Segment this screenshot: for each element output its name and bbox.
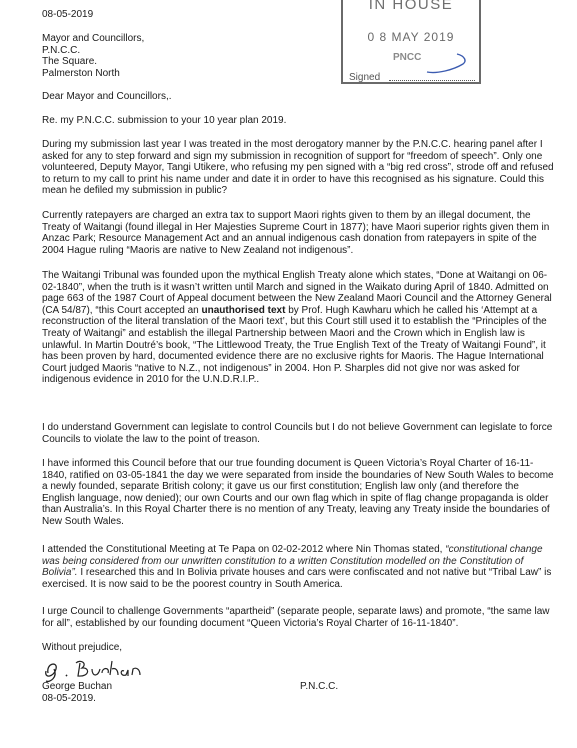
paragraph-5 (42, 458, 554, 528)
signatory-name: George Buchan (42, 681, 113, 692)
stamp-title: IN HOUSE (368, 0, 454, 13)
signatory-org: P.N.C.C. (300, 681, 339, 692)
stamp-org: PNCC (393, 52, 422, 63)
paragraph-text: I attended the Constitutional Meeting at Te Papa on 02-02-2012 where Nin Thomas stated, (42, 544, 446, 555)
re-line: Re. my P.N.C.C. submission to your 10 year plan 2019. (42, 115, 287, 126)
closing: Without prejudice, (42, 642, 123, 653)
paragraph-text: I have informed this Council before that our true founding document is Queen Victoria’s Royal Charter of 16-11-1840, ratified on 03-05-1841 the day we were separated from inside the boundaries of New South Wales to become a newly founded, separate British colony; it gave us our first constitution; English law only (and therefore the English language, now denied); our own Courts and our own flag which in spite of flag change propaganda is older than Australia’s. In this Royal Charter there is no mention of any Treaty, leaving any Treaty inside the boundaries of New South Wales. (42, 458, 554, 527)
paragraph-1 (42, 139, 554, 197)
paragraph-4 (42, 422, 554, 445)
paragraph-text: During my submission last year I was treated in the most derogatory manner by the P.N.C.C. hearing panel after I asked for any to step forward and sign my submission in recognition of support for “freedom of speech”. Only one volunteered, Deputy Mayor, Tangi Utikere, who refusing my pen signed with a “big red cross”, strode off and refused to return to my call to print his name under and date it in order to have this recognised as his signature. Could this mean he defiled my submission in public? (42, 139, 554, 197)
date-top: 08-05-2019 (42, 9, 94, 20)
recipient-block (42, 33, 554, 79)
paragraph-3 (42, 270, 554, 386)
paragraph-text: Currently ratepayers are charged an extra tax to support Maori rights given to them by an illegal document, the Treaty of Waitangi (found illegal in Her Majesties Supreme Court in 1877); have Maori superior rights given them in Anzac Park; Resource Management Act and an annual indigenous cash donation from ratepayers in spite of the 2004 Hague ruling “Maoris are native to New Zealand not indigenous”. (42, 210, 550, 256)
recipient-line: Mayor and Councillors, (42, 33, 145, 44)
paragraph-text: I researched this and In Bolivia private houses and cars were confiscated and not native but “Tribal Law” is exercised. It is now said to be the poorest country in South America. (42, 567, 552, 590)
stamp-signature-line (389, 80, 475, 81)
salutation: Dear Mayor and Councillors,. (42, 91, 172, 102)
stamp-date: 0 8 MAY 2019 (367, 30, 455, 44)
recipient-line: The Square. (42, 56, 98, 68)
date-bottom: 08-05-2019. (42, 693, 96, 704)
stamp-signed-label: Signed (349, 72, 381, 83)
paragraph-7 (42, 606, 554, 629)
quoted-statement: “constitutional change was being considered from our unwritten constitution to a written Constitution modelled on the Constitution of Bolivia”. (42, 544, 543, 579)
paragraph-6 (42, 544, 554, 590)
paragraph-2 (42, 210, 554, 256)
paragraph-text: I do understand Government can legislate to control Councils but I do not believe Government can legislate to force Councils to violate the law to the point of treason. (42, 422, 553, 445)
recipient-line: P.N.C.C. (42, 44, 81, 56)
paragraph-text: The Waitangi Tribunal was founded upon the mythical English Treaty alone which states, “Done at Waitangi on 06-02-1840”, when the truth is it wasn’t written until March and signed in the Waikato during April of 1840. Admitted on page 663 of the 1987 Court of Appeal document between the New Zealand Maori Council and the Attorney General (CA 54/87), “this Court accepted an (42, 270, 552, 316)
recipient-line: Palmerston North (42, 67, 120, 79)
bold-phrase: unauthorised text (201, 304, 286, 316)
paragraph-text: I urge Council to challenge Governments “apartheid” (separate people, separate laws) and promote, “the same law for all”, established by our founding document “Queen Victoria’s Royal Charter of 16-11-1840”. (42, 606, 550, 629)
paragraph-text: by Prof. Hugh Kawharu which he called his ‘Attempt at a reconstruction of the literal translation of the Maori text’, but this Court still used it to establish the “Principles of the Treaty of Waitangi” and establish the illegal Partnership between Maori and the Crown which in English law is unlawful. In Martin Doutré’s book, “The Littlewood Treaty, the True English Text of the Treaty of Waitangi Found”, it has been proven by hard, documented evidence there are no exclusive rights for Maoris. The Hague International Court judged Maoris “native to N.Z., not indigenous” in 2004. Hon P. Sharples did not give nor was asked for indigenous evidence in 2010 for the U.N.D.R.I.P.. (42, 304, 547, 386)
